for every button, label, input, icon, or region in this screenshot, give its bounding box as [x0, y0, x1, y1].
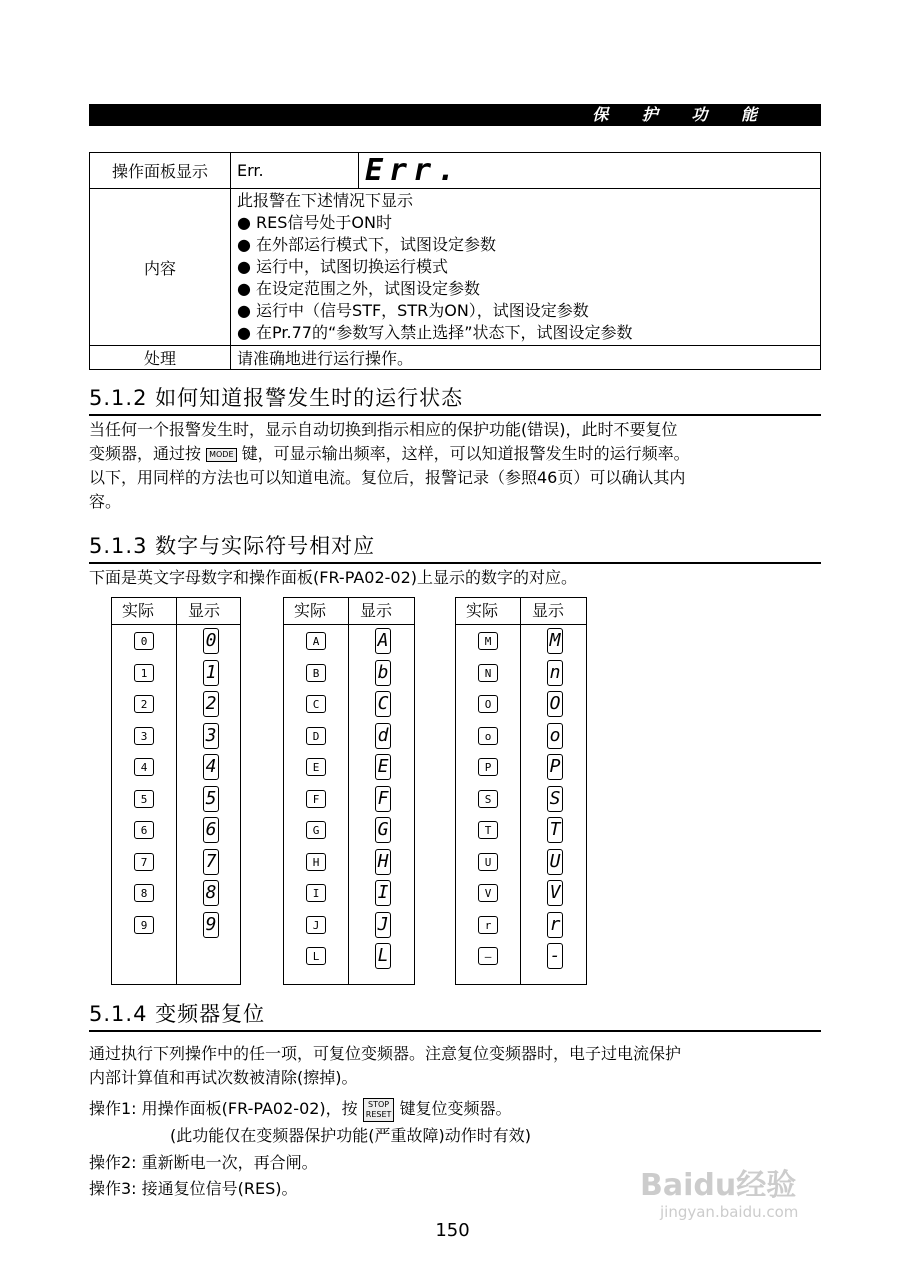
bullet-item: ● 运行中（信号STF，STR为ON），试图设定参数 — [237, 301, 589, 320]
seven-seg-glyph: 7 — [203, 849, 219, 875]
seven-seg-glyph: - — [547, 943, 563, 969]
seven-seg-glyph: d — [375, 723, 391, 749]
actual-char: A — [306, 632, 326, 650]
operation-1 — [89, 1097, 512, 1122]
seven-seg-glyph: G — [375, 817, 391, 843]
seven-seg-glyph: M — [547, 628, 563, 654]
op-text: 接通复位信号(RES)。 — [141, 1179, 298, 1198]
display-text: Err. — [231, 153, 359, 189]
seven-seg-glyph: U — [547, 849, 563, 875]
seven-seg-glyph: P — [547, 754, 563, 780]
seven-seg-glyph: 1 — [203, 660, 219, 686]
actual-char: M — [478, 632, 498, 650]
operation-3 — [89, 1177, 298, 1201]
col-display-label: 显示 — [360, 601, 393, 620]
para-line: 内部计算值和再试次数被清除(擦掉)。 — [89, 1068, 358, 1087]
para-line: 以下，用同样的方法也可以知道电流。复位后，报警记录（参照46页）可以确认其内 — [89, 468, 686, 487]
actual-char: o — [478, 727, 498, 745]
seven-seg-glyph: E — [375, 754, 391, 780]
seven-seg-glyph: F — [375, 786, 391, 812]
operation-2 — [89, 1151, 318, 1175]
actual-char: V — [478, 884, 498, 902]
key-top-text: STOP — [368, 1099, 390, 1109]
stop-reset-key-icon — [363, 1098, 395, 1122]
seven-seg-glyph: 3 — [203, 723, 219, 749]
op-text: 键复位变频器。 — [394, 1099, 512, 1118]
actual-char: 3 — [134, 727, 154, 745]
seven-seg-glyph: 2 — [203, 691, 219, 717]
actual-char: O — [478, 695, 498, 713]
col-actual-label: 实际 — [466, 601, 499, 620]
seven-seg-glyph: r — [547, 912, 563, 938]
actual-char: N — [478, 664, 498, 682]
actual-char: 1 — [134, 664, 154, 682]
char-table — [455, 597, 587, 985]
seven-seg-glyph: 9 — [203, 912, 219, 938]
op-label: 操作3: — [89, 1179, 137, 1198]
actual-char: I — [306, 884, 326, 902]
bullet-item: ● RES信号处于ON时 — [237, 213, 392, 232]
para-text: 变频器，通过按 — [89, 444, 207, 463]
bullet-item: ● 在Pr.77的“参数写入禁止选择”状态下，试图设定参数 — [237, 323, 633, 342]
seven-seg-glyph: S — [547, 786, 563, 812]
actual-char: D — [306, 727, 326, 745]
operation-1-note: (此功能仅在变频器保护功能(严重故障)动作时有效) — [170, 1126, 531, 1145]
actual-char: C — [306, 695, 326, 713]
paragraph-512 — [89, 418, 829, 514]
seven-seg-glyph: I — [375, 880, 391, 906]
seven-seg-glyph: O — [547, 691, 563, 717]
op-label: 操作1: — [89, 1099, 137, 1118]
seven-seg-glyph: 6 — [203, 817, 219, 843]
heading-513: 5.1.3 数字与实际符号相对应 — [89, 530, 821, 564]
lcd-err-text: Err. — [365, 152, 462, 188]
column-divider — [520, 598, 521, 984]
para-line — [89, 442, 829, 466]
actual-char: U — [478, 853, 498, 871]
bullet-item: ● 运行中，试图切换运行模式 — [237, 257, 449, 276]
seven-seg-glyph: L — [375, 943, 391, 969]
heading-512: 5.1.2 如何知道报警发生时的运行状态 — [89, 382, 821, 416]
column-divider — [176, 598, 177, 984]
seven-seg-glyph: V — [547, 880, 563, 906]
seven-seg-glyph: J — [375, 912, 391, 938]
column-divider — [348, 598, 349, 984]
char-table — [111, 597, 241, 985]
actual-char: E — [306, 758, 326, 776]
char-table-header — [284, 598, 414, 625]
intro-513: 下面是英文字母数字和操作面板(FR-PA02-02)上显示的数字的对应。 — [89, 568, 577, 587]
section-header-bar: 保 护 功 能 — [89, 104, 821, 126]
content-intro: 此报警在下述情况下显示 — [237, 191, 414, 210]
paragraph-514 — [89, 1042, 829, 1090]
actual-char: 0 — [134, 632, 154, 650]
actual-char: 8 — [134, 884, 154, 902]
bullet-item: ● 在设定范围之外，试图设定参数 — [237, 279, 481, 298]
actual-char: J — [306, 916, 326, 934]
actual-char: r — [478, 916, 498, 934]
actual-char: H — [306, 853, 326, 871]
actual-char: 5 — [134, 790, 154, 808]
seven-seg-glyph: T — [547, 817, 563, 843]
actual-char: 7 — [134, 853, 154, 871]
seven-seg-glyph: n — [547, 660, 563, 686]
actual-char: F — [306, 790, 326, 808]
label-action: 处理 — [90, 346, 231, 370]
seven-seg-glyph: A — [375, 628, 391, 654]
content-cell — [231, 189, 821, 346]
seven-seg-glyph: 4 — [203, 754, 219, 780]
op-text: 重新断电一次，再合闸。 — [141, 1153, 318, 1172]
label-display: 操作面板显示 — [90, 153, 231, 189]
para-line: 当任何一个报警发生时，显示自动切换到指示相应的保护功能(错误)，此时不要复位 — [89, 420, 678, 439]
actual-char: T — [478, 821, 498, 839]
para-line: 容。 — [89, 492, 122, 511]
col-display-label: 显示 — [188, 601, 221, 620]
col-actual-label: 实际 — [294, 601, 327, 620]
seven-seg-glyph: o — [547, 723, 563, 749]
para-line: 通过执行下列操作中的任一项，可复位变频器。注意复位变频器时，电子过电流保护 — [89, 1044, 682, 1063]
op-label: 操作2: — [89, 1153, 137, 1172]
actual-char: S — [478, 790, 498, 808]
heading-514: 5.1.4 变频器复位 — [89, 998, 821, 1032]
seven-seg-glyph: 5 — [203, 786, 219, 812]
actual-char: 4 — [134, 758, 154, 776]
para-text: 键，可显示输出频率，这样，可以知道报警发生时的运行频率。 — [236, 444, 690, 463]
page-number: 150 — [435, 1220, 470, 1241]
action-text: 请准确地进行运行操作。 — [231, 346, 821, 370]
key-bottom-text: RESET — [365, 1109, 392, 1119]
col-actual-label: 实际 — [122, 601, 155, 620]
actual-char: 9 — [134, 916, 154, 934]
watermark-logo: Baidu经验 — [640, 1168, 797, 1203]
actual-char: P — [478, 758, 498, 776]
actual-char: 2 — [134, 695, 154, 713]
seven-seg-glyph: b — [375, 660, 391, 686]
char-table-header — [456, 598, 586, 625]
label-content: 内容 — [90, 189, 231, 346]
actual-char: G — [306, 821, 326, 839]
watermark-url: jingyan.baidu.com — [660, 1203, 799, 1221]
char-table — [283, 597, 415, 985]
mode-key-icon: MODE — [206, 448, 236, 462]
actual-char: L — [306, 947, 326, 965]
bullet-item: ● 在外部运行模式下，试图设定参数 — [237, 235, 497, 254]
actual-char: B — [306, 664, 326, 682]
actual-char: 6 — [134, 821, 154, 839]
lcd-display — [359, 153, 821, 189]
seven-seg-glyph: C — [375, 691, 391, 717]
actual-char: – — [478, 947, 498, 965]
col-display-label: 显示 — [532, 601, 565, 620]
error-table — [89, 152, 821, 370]
seven-seg-glyph: 8 — [203, 880, 219, 906]
seven-seg-glyph: H — [375, 849, 391, 875]
seven-seg-glyph: 0 — [203, 628, 219, 654]
op-text: 用操作面板(FR-PA02-02)，按 — [141, 1099, 363, 1118]
